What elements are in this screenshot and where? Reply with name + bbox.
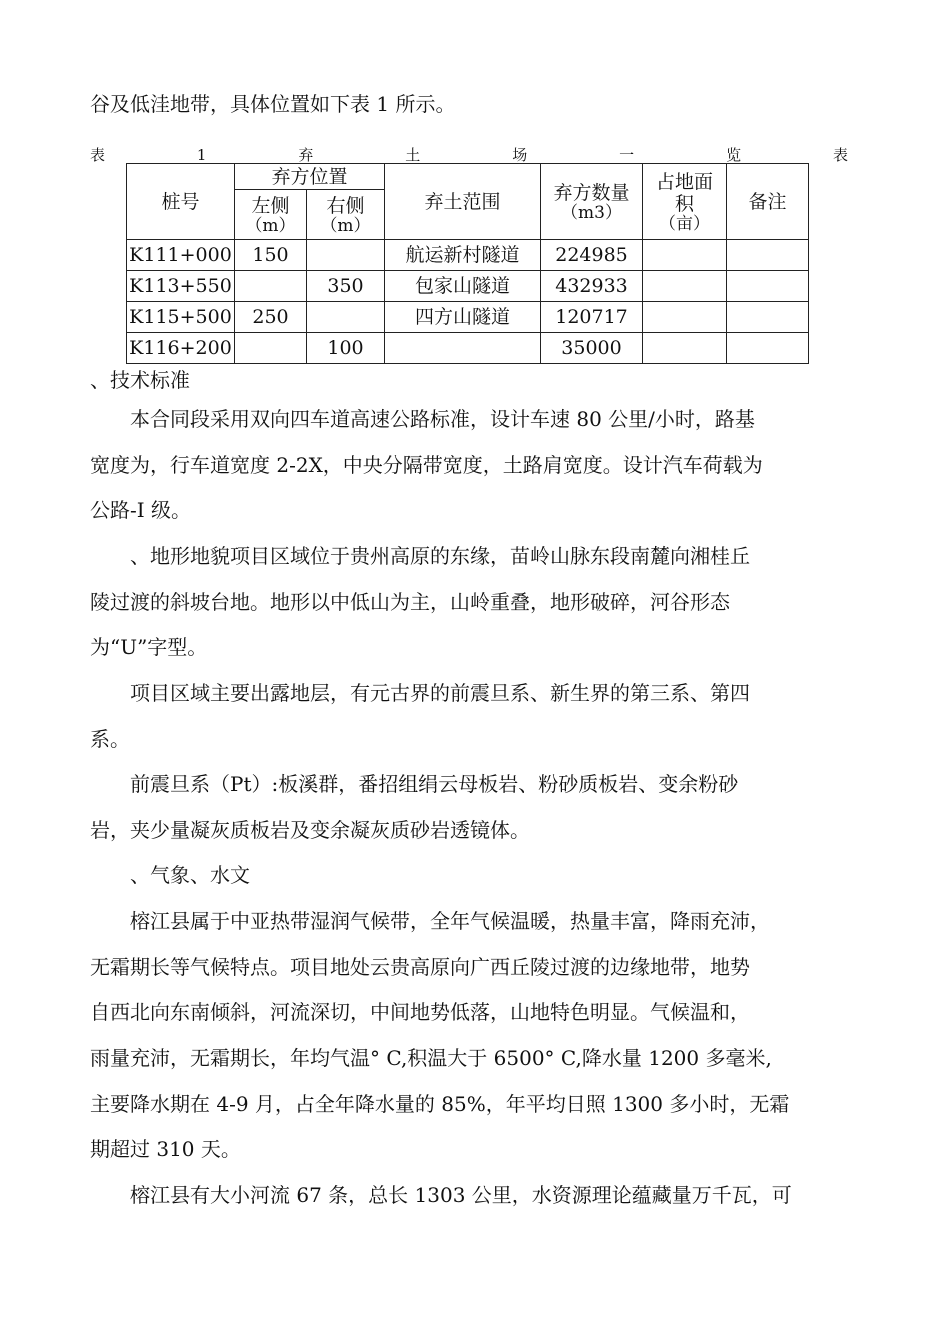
header-note: 备注 <box>727 164 809 240</box>
header-row <box>127 164 809 190</box>
cell-note <box>727 302 809 333</box>
cell-note <box>727 271 809 302</box>
table-row <box>127 333 809 364</box>
header-left <box>235 190 307 240</box>
cell-pile: K113+550 <box>127 271 235 302</box>
header-position: 弃方位置 <box>235 164 385 190</box>
section-heading-tech: 、技术标准 <box>90 368 190 392</box>
body-line: 系。 <box>90 727 130 751</box>
cell-left: 250 <box>235 302 307 333</box>
intro-line: 谷及低洼地带，具体位置如下表 1 所示。 <box>90 92 456 116</box>
body-line: 本合同段采用双向四车道高速公路标准，设计车速 80 公里/小时，路基 <box>90 407 755 431</box>
cell-pile: K115+500 <box>127 302 235 333</box>
cell-note <box>727 240 809 271</box>
table-row <box>127 271 809 302</box>
body-line: 榕江县有大小河流 67 条，总长 1303 公里，水资源理论蕴藏量万千瓦，可 <box>90 1183 792 1207</box>
cell-right: 100 <box>307 333 385 364</box>
body-line: 主要降水期在 4-9 月，占全年降水量的 85%，年平均日照 1300 多小时，无霜 <box>90 1092 790 1116</box>
caption-char: 土 <box>405 146 421 164</box>
body-line: 为“U”字型。 <box>90 635 208 659</box>
header-area-label-b: 积 <box>674 192 694 215</box>
header-area-unit: （亩） <box>659 213 710 234</box>
header-area-label-a: 占地面 <box>655 170 713 193</box>
table-row <box>127 240 809 271</box>
cell-volume: 120717 <box>541 302 643 333</box>
body-line: 榕江县属于中亚热带湿润气候带，全年气候温暖，热量丰富，降雨充沛， <box>90 909 770 933</box>
cell-right <box>307 302 385 333</box>
cell-volume: 35000 <box>541 333 643 364</box>
cell-range <box>385 333 541 364</box>
cell-right <box>307 240 385 271</box>
header-volume <box>541 164 643 240</box>
header-right-unit: （m） <box>320 215 371 236</box>
header-right <box>307 190 385 240</box>
cell-note <box>727 333 809 364</box>
caption-char: 览 <box>726 146 742 164</box>
header-pile: 桩号 <box>127 164 235 240</box>
cell-pile: K111+000 <box>127 240 235 271</box>
cell-area <box>643 240 727 271</box>
header-volume-unit: （m3） <box>561 202 622 223</box>
caption-char: 弃 <box>298 146 314 164</box>
body-line: 自西北向东南倾斜，河流深切，中间地势低落，山地特色明显。气候温和， <box>90 1000 750 1024</box>
spoil-site-table <box>126 163 809 364</box>
body-line: 、地形地貌项目区域位于贵州高原的东缘，苗岭山脉东段南麓向湘桂丘 <box>90 544 750 568</box>
cell-area <box>643 271 727 302</box>
cell-left: 150 <box>235 240 307 271</box>
cell-area <box>643 302 727 333</box>
cell-range: 四方山隧道 <box>385 302 541 333</box>
caption-char: 表 <box>832 146 848 164</box>
header-left-unit: （m） <box>245 215 296 236</box>
cell-volume: 224985 <box>541 240 643 271</box>
table-row <box>127 302 809 333</box>
body-line: 前震旦系（Pt）:板溪群，番招组绢云母板岩、粉砂质板岩、变余粉砂 <box>90 772 739 796</box>
header-right-label: 右侧 <box>326 194 365 217</box>
header-area <box>643 164 727 240</box>
cell-pile: K116+200 <box>127 333 235 364</box>
body-line: 宽度为，行车道宽度 2-2X，中央分隔带宽度，土路肩宽度。设计汽车荷载为 <box>90 453 763 477</box>
body-line: 岩，夹少量凝灰质板岩及变余凝灰质砂岩透镜体。 <box>90 818 530 842</box>
section-heading-weather: 、气象、水文 <box>90 863 250 887</box>
cell-area <box>643 333 727 364</box>
header-left-label: 左侧 <box>251 194 290 217</box>
caption-char: 1 <box>196 146 207 164</box>
caption-char: 表 <box>90 146 106 164</box>
cell-range: 航运新村隧道 <box>385 240 541 271</box>
body-line: 陵过渡的斜坡台地。地形以中低山为主，山岭重叠，地形破碎，河谷形态 <box>90 590 730 614</box>
cell-left <box>235 333 307 364</box>
table-caption <box>90 146 848 164</box>
cell-range: 包家山隧道 <box>385 271 541 302</box>
body-line: 期超过 310 天。 <box>90 1137 241 1161</box>
caption-char: 一 <box>619 146 635 164</box>
caption-char: 场 <box>512 146 528 164</box>
cell-volume: 432933 <box>541 271 643 302</box>
header-volume-label: 弃方数量 <box>553 181 630 204</box>
header-range: 弃土范围 <box>385 164 541 240</box>
body-line: 无霜期长等气候特点。项目地处云贵高原向广西丘陵过渡的边缘地带，地势 <box>90 955 750 979</box>
cell-right: 350 <box>307 271 385 302</box>
body-line: 公路-I 级。 <box>90 498 192 522</box>
body-line: 项目区域主要出露地层，有元古界的前震旦系、新生界的第三系、第四 <box>90 681 750 705</box>
body-line: 雨量充沛，无霜期长，年均气温° C,积温大于 6500° C,降水量 1200 多毫米, <box>90 1046 772 1070</box>
cell-left <box>235 271 307 302</box>
